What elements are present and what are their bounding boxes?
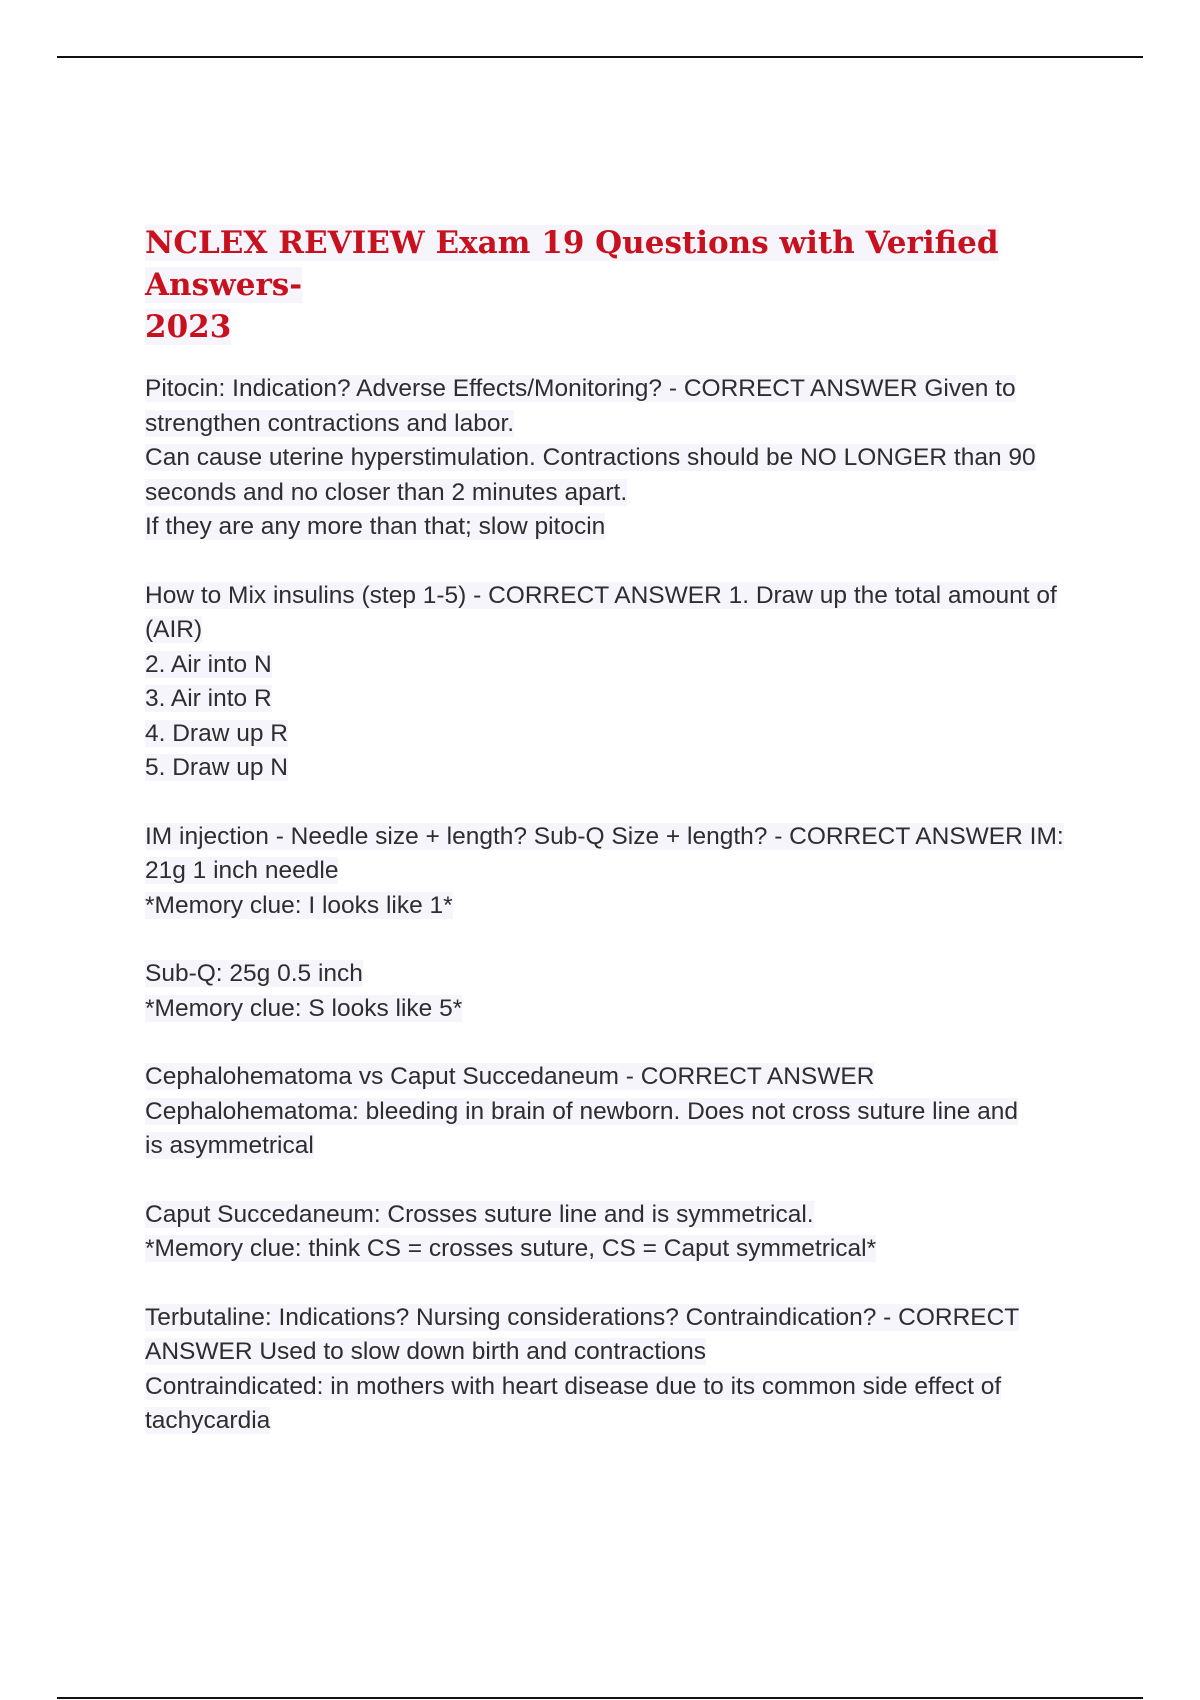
text-line: *Memory clue: I looks like 1*	[145, 891, 453, 919]
text-line: Cephalohematoma: bleeding in brain of newborn. Does not cross suture line and	[145, 1097, 1019, 1125]
text-line: Cephalohematoma vs Caput Succedaneum - CORRECT ANSWER	[145, 1063, 875, 1090]
document-title	[145, 222, 1090, 348]
qa-block-cephalohematoma	[145, 1060, 1090, 1164]
text-line: 2. Air into N	[145, 650, 272, 678]
text-line: seconds and no closer than 2 minutes apart.	[145, 478, 628, 506]
text-line: Caput Succedaneum: Crosses suture line and is symmetrical.	[145, 1200, 814, 1228]
text-line: (AIR)	[145, 616, 203, 643]
text-line: Pitocin: Indication? Adverse Effects/Monitoring? - CORRECT ANSWER Given to	[145, 375, 1016, 402]
text-line: Terbutaline: Indications? Nursing considerations? Contraindication? - CORRECT	[145, 1303, 1020, 1331]
qa-block-caput	[145, 1198, 1090, 1267]
qa-block-terbutaline	[145, 1301, 1090, 1439]
text-line: strengthen contractions and labor.	[145, 409, 515, 437]
text-line: is asymmetrical	[145, 1132, 314, 1159]
text-line: Can cause uterine hyperstimulation. Contractions should be NO LONGER than 90	[145, 444, 1036, 471]
title-line: 2023	[145, 309, 232, 345]
footer-rule	[57, 1697, 1143, 1699]
qa-block-subq	[145, 957, 1090, 1026]
qa-block-im-injection	[145, 820, 1090, 924]
text-line: 3. Air into R	[145, 685, 272, 712]
header-rule	[57, 56, 1143, 58]
text-line: How to Mix insulins (step 1-5) - CORRECT ANSWER 1. Draw up the total amount of	[145, 581, 1057, 609]
qa-block-pitocin	[145, 372, 1090, 545]
qa-block-insulin	[145, 579, 1090, 786]
text-line: 4. Draw up R	[145, 719, 288, 747]
text-line: ANSWER Used to slow down birth and contractions	[145, 1338, 707, 1365]
text-line: *Memory clue: think CS = crosses suture, CS = Caput symmetrical*	[145, 1235, 877, 1262]
text-line: IM injection - Needle size + length? Sub-Q Size + length? - CORRECT ANSWER IM:	[145, 822, 1064, 850]
text-line: 5. Draw up N	[145, 754, 288, 781]
text-line: *Memory clue: S looks like 5*	[145, 994, 463, 1022]
text-line: 21g 1 inch needle	[145, 857, 339, 884]
title-line: NCLEX REVIEW Exam 19 Questions with Verified Answers-	[145, 225, 999, 303]
document-body	[145, 222, 1090, 1473]
text-line: tachycardia	[145, 1407, 271, 1434]
text-line: Contraindicated: in mothers with heart disease due to its common side effect of	[145, 1372, 1002, 1400]
text-line: If they are any more than that; slow pitocin	[145, 513, 606, 540]
text-line: Sub-Q: 25g 0.5 inch	[145, 960, 363, 987]
